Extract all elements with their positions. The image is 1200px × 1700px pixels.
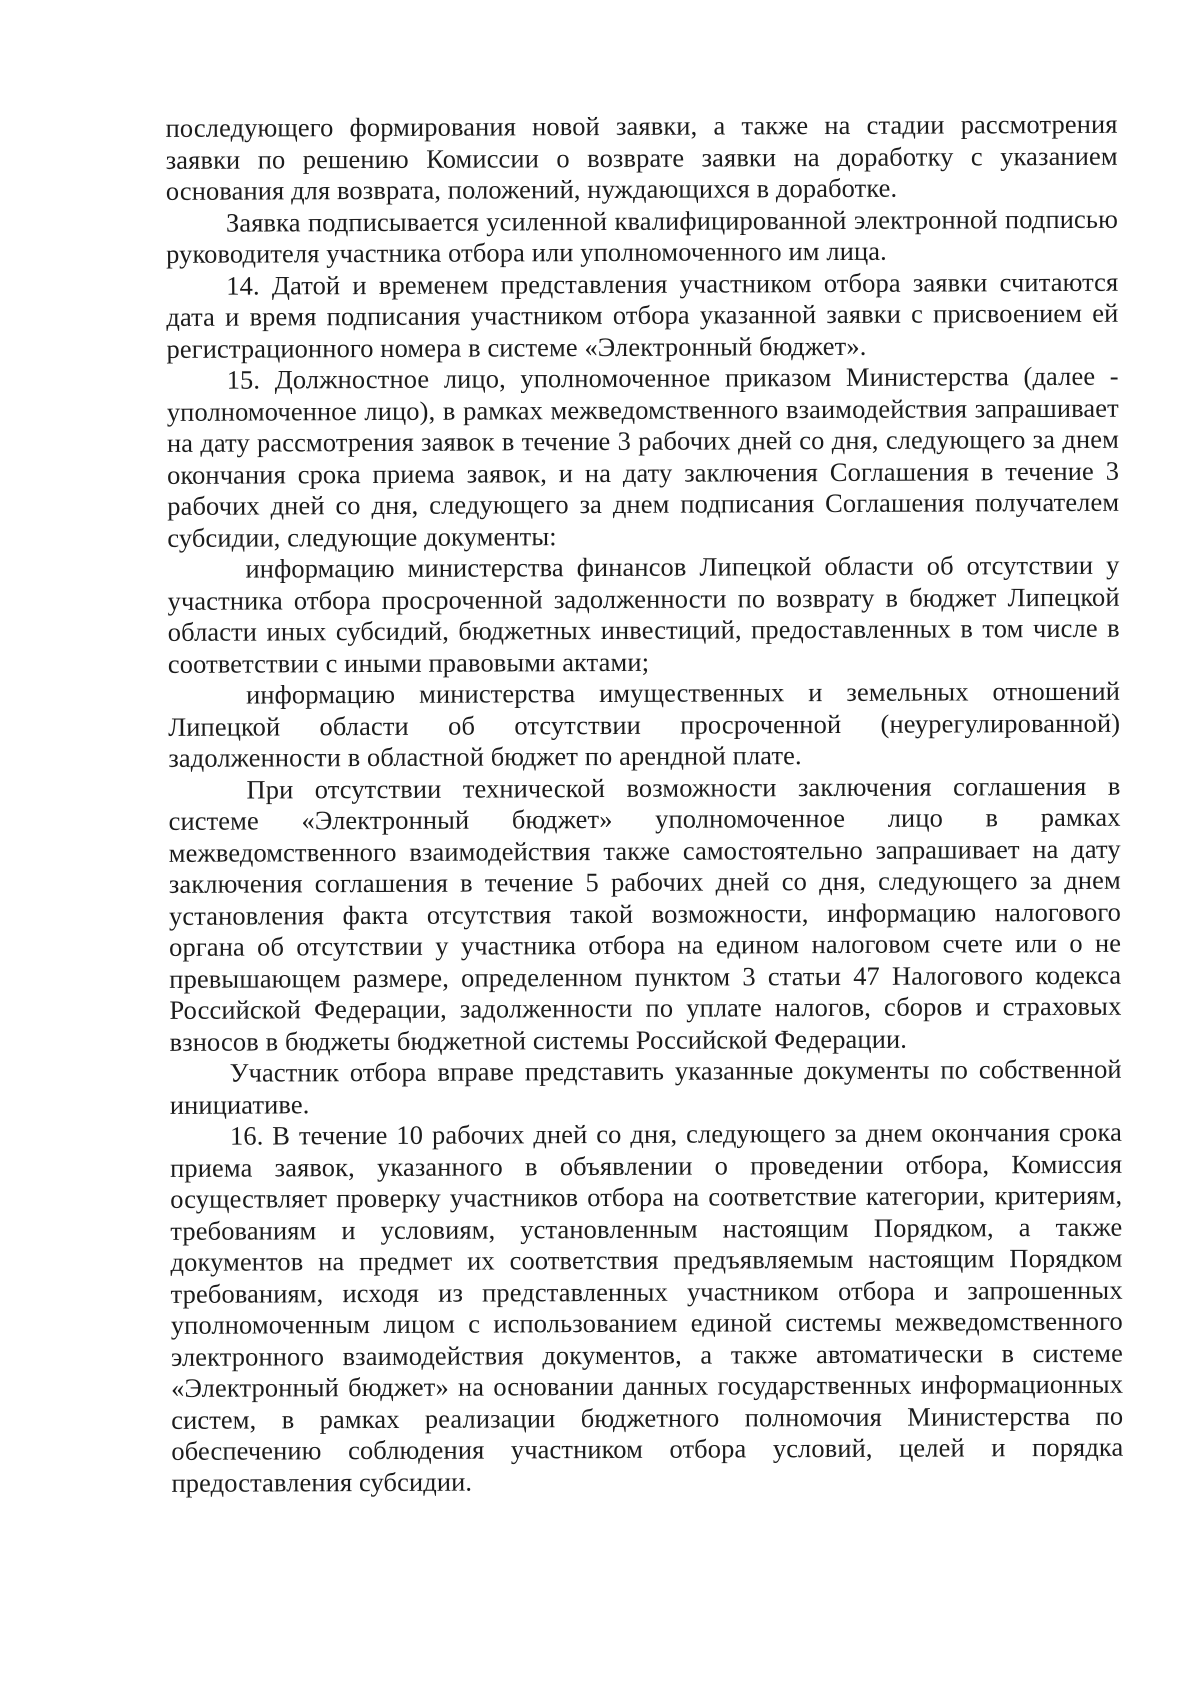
paragraph-continuation: последующего формирования новой заявки, а также на стадии рассмотрения заявки по решению Комиссии о возврате заявки на доработку с указанием основания для возврата, положений, нуждающихся в доработке. <box>165 108 1118 206</box>
paragraph-item-16: 16. В течение 10 рабочих дней со дня, следующего за днем окончания срока приема заявок, указанного в объявлении о проведении отбора, Комиссия осуществляет проверку участников отбора на соответствие категории, критериям, требованиям и условиям, установленным настоящим Порядком, а также документов на предмет их соответствия предъявляемым настоящим Порядком требованиям, исходя из представленных участником отбора и запрошенных уполномоченным лицом с использованием единой системы межведомственного электронного взаимодействия документов, а также автоматически в системе «Электронный бюджет» на основании данных государственных информационных систем, в рамках реализации бюджетного полномочия Министерства по обеспечению соблюдения участником отбора условий, целей и порядка предоставления субсидии. <box>170 1116 1124 1498</box>
paragraph-property-info: информацию министерства имущественных и земельных отношений Липецкой области об отсутствии просроченной (неурегулированной) задолженности в областной бюджет по арендной плате. <box>168 675 1121 773</box>
paragraph-signature: Заявка подписывается усиленной квалифицированной электронной подписью руководителя участника отбора или уполномоченного им лица. <box>166 203 1119 269</box>
paragraph-item-14: 14. Датой и временем представления участником отбора заявки считаются дата и время подписания участником отбора указанной заявки с присвоением ей регистрационного номера в системе «Электронный бюджет». <box>166 266 1119 364</box>
paragraph-finance-info: информацию министерства финансов Липецкой области об отсутствии у участника отбора просроченной задолженности по возврату в бюджет Липецкой области иных субсидий, бюджетных инвестиций, предоставленных в том числе в соответствии с иными правовыми актами; <box>167 549 1120 679</box>
paragraph-item-15: 15. Должностное лицо, уполномоченное приказом Министерства (далее - уполномоченное лицо), в рамках межведомственного взаимодействия запрашивает на дату рассмотрения заявок в течение 3 рабочих дней со дня, следующего за днем окончания срока приема заявок, и на дату заключения Соглашения в течение 3 рабочих дней со дня, следующего за днем подписания Соглашения получателем субсидии, следующие документы: <box>166 360 1120 553</box>
document-body <box>165 109 1123 1499</box>
paragraph-tax-info: При отсутствии технической возможности заключения соглашения в системе «Электронный бюджет» уполномоченное лицо в рамках межведомственного взаимодействия также самостоятельно запрашивает на дату заключения соглашения в течение 5 рабочих дней со дня, следующего за днем установления факта отсутствия такой возможности, информацию налогового органа об отсутствии у участника отбора на едином налоговом счете или о не превышающем размере, определенном пунктом 3 статьи 47 Налогового кодекса Российской Федерации, задолженности по уплате налогов, сборов и страховых взносов в бюджеты бюджетной системы Российской Федерации. <box>168 770 1122 1057</box>
paragraph-own-initiative: Участник отбора вправе представить указанные документы по собственной инициативе. <box>169 1053 1122 1120</box>
